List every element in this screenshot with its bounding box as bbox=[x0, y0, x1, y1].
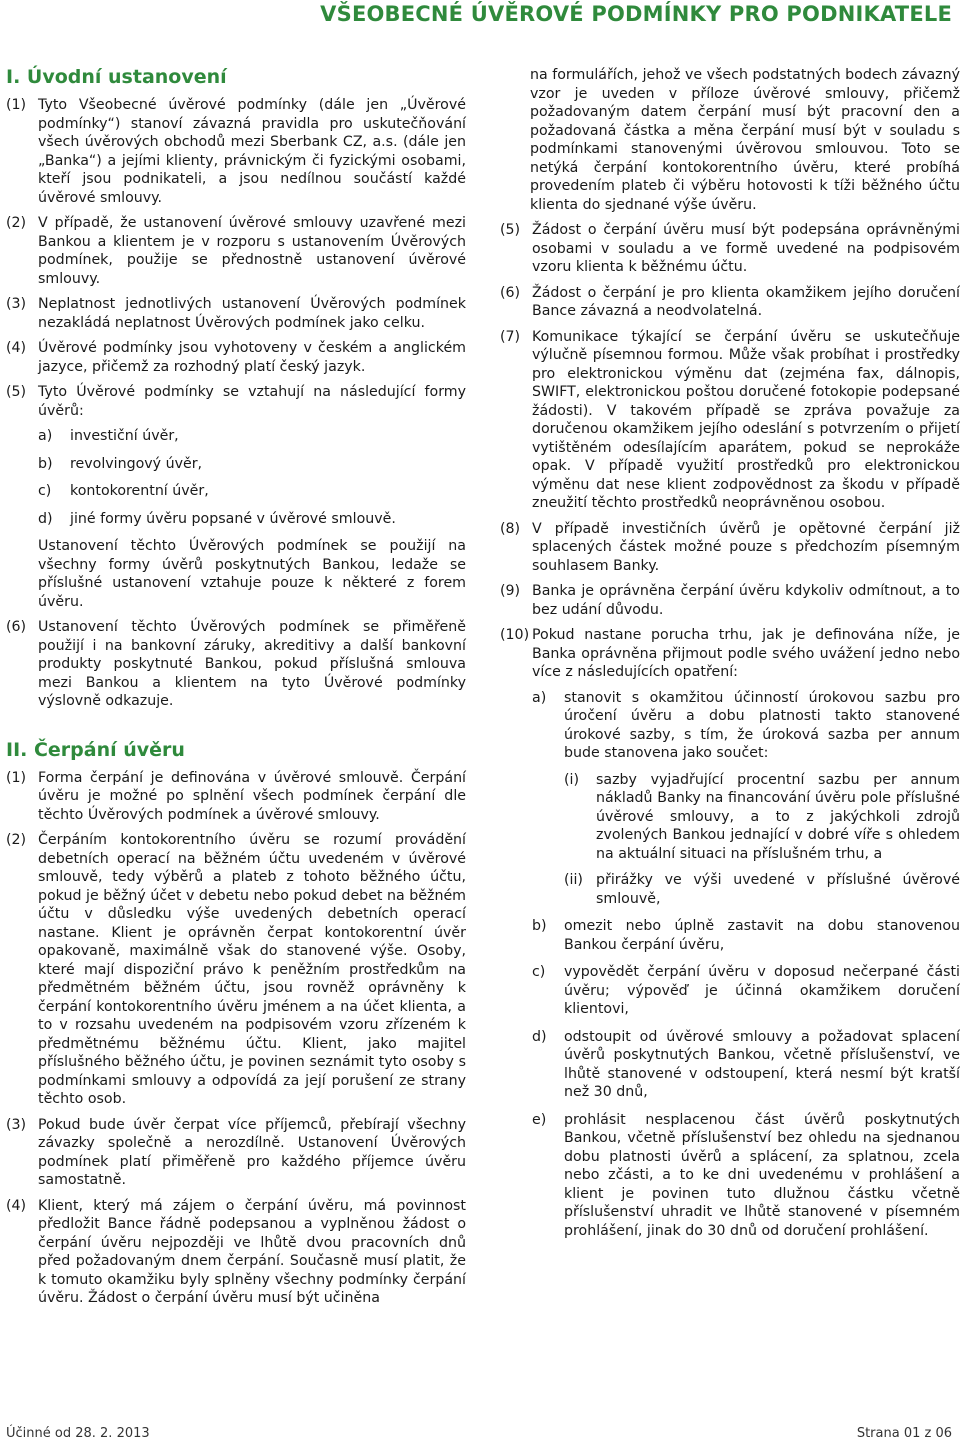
paragraph-2-5 bbox=[500, 221, 960, 277]
paragraph-number: (7) bbox=[500, 328, 521, 345]
paragraph-number: (4) bbox=[6, 340, 27, 356]
paragraph-text: Úvěrové podmínky jsou vyhotoveny v českém a anglickém jazyce, přičemž za rozhodný platí český jazyk. bbox=[38, 340, 466, 375]
left-column bbox=[6, 66, 466, 1315]
list-item-label: d) bbox=[38, 510, 53, 527]
sublist-item-text: přirážky ve výši uvedené v příslušné úvěrové smlouvě, bbox=[596, 872, 960, 907]
paragraph-text: Čerpáním kontokorentního úvěru se rozumí provádění debetních operací na běžném účtu uvedeném v úvěrové smlouvě, tedy výběrů a plateb z tohoto běžného účtu, pokud je běžný účet v debetu nebo pokud debet na běžném účtu v důsledku výše uvedených debetních operací nastane. Klient je oprávněn čerpat kontokorentní úvěr opakovaně, maximálně však do stanovené výše. Osoby, které mají dispoziční právo k peněžním prostředkům na předmětném běžném účtu, jsou rovněž oprávněny k čerpání kontokorentního úvěru jménem a na účet klienta, a to v rozsahu uvedeném na podpisovém vzoru zřízeném k předmětnému běžnému účtu. Klient, jako majitel příslušného běžného účtu, je povinen seznámit tyto osoby s podmínkami smlouvy a odpovídá za její porušení ze strany těchto osob. bbox=[38, 832, 466, 1107]
paragraph-number: (2) bbox=[6, 832, 27, 848]
paragraph-number: (3) bbox=[6, 296, 27, 312]
paragraph-text: Ustanovení těchto Úvěrových podmínek se přiměřeně použijí i na bankovní záruky, akreditivy a další bankovní produkty poskytnuté Bankou, pokud příslušná smlouva mezi Bankou a klientem na tyto Úvěrové podmínky výslovně odkazuje. bbox=[38, 619, 466, 709]
sublist-item-text: sazby vyjadřující procentní sazbu per annum nákladů Banky na financování úvěru pole příslušné úvěrové smlouvy, a to z jakýchkoli zdrojů zvolených Bankou jednající v dobré víře s ohledem na aktuální situaci na příslušném trhu, a bbox=[596, 771, 960, 862]
paragraph-2-2 bbox=[6, 831, 466, 1109]
paragraph-text: V případě investičních úvěrů je opětovné čerpání již splacených částek možné pouze s předchozím písemným souhlasem Banky. bbox=[532, 520, 960, 574]
list-item-text: jiné formy úvěru popsané v úvěrové smlouvě. bbox=[70, 510, 396, 527]
list-item-label: b) bbox=[38, 455, 53, 472]
paragraph-text: Pokud nastane porucha trhu, jak je definována níže, je Banka oprávněna přijmout podle svého uvážení jedno nebo více z následujících opatření: bbox=[532, 627, 960, 680]
paragraph-2-1 bbox=[6, 769, 466, 825]
right-column bbox=[500, 66, 960, 1249]
paragraph-text: Tyto Všeobecné úvěrové podmínky (dále jen „Úvěrové podmínky“) stanoví závazná pravidla pro uskutečňování všech úvěrových obchodů mezi Sberbank CZ, a.s. (dále jen „Banka“) a jejími klienty, právnickým či fyzickými osobami, kteří jsou podnikateli, a jsou nedílnou součástí každé úvěrové smlouvy. bbox=[38, 97, 466, 206]
paragraph-2-8 bbox=[500, 520, 960, 576]
sublist-item bbox=[564, 871, 960, 908]
list-item-label: e) bbox=[532, 1111, 547, 1128]
list-market-measures bbox=[500, 689, 960, 1241]
list-item bbox=[532, 917, 960, 954]
list-item-label: b) bbox=[532, 918, 547, 934]
list-credit-forms bbox=[6, 427, 466, 528]
list-item-text: revolvingový úvěr, bbox=[70, 455, 203, 472]
paragraph-text: Komunikace týkající se čerpání úvěru se uskutečňuje výlučně písemnou formou. Může však probíhat i prostředky pro elektronickou výměnu dat (zejména fax, dálnopis, SWIFT, elektronickou poštou doručené fotokopie podepsané žádosti). V takovém případě se zpráva považuje za doručenou okamžikem jejího odeslání s potvrzením o přijetí vytištěném odesílajícím aparátem, pokud se neprokáže opak. V případě využití prostředků pro elektronickou výměnu dat nese klient zodpovědnost za škodu v případě zneužití těchto prostředků neoprávněnou osobou. bbox=[532, 328, 960, 511]
paragraph-number: (10) bbox=[500, 627, 530, 643]
footer-page-number: Strana 01 z 06 bbox=[856, 1426, 952, 1441]
footer-effective-date: Účinné od 28. 2. 2013 bbox=[6, 1426, 150, 1441]
paragraph-number: (4) bbox=[6, 1197, 27, 1214]
paragraph-text: V případě, že ustanovení úvěrové smlouvy uzavřené mezi Bankou a klientem je v rozporu s ustanovením Úvěrových podmínek, použije se přednostně ustanovení úvěrové smlouvy. bbox=[38, 215, 466, 287]
paragraph-1-6 bbox=[6, 618, 466, 711]
list-item-text: investiční úvěr, bbox=[70, 428, 179, 444]
list-item bbox=[532, 963, 960, 1019]
paragraph-number: (3) bbox=[6, 1116, 27, 1133]
list-item bbox=[38, 510, 466, 529]
page-title: VŠEOBECNÉ ÚVĚROVÉ PODMÍNKY PRO PODNIKATELE bbox=[320, 2, 952, 26]
paragraph-2-10 bbox=[500, 626, 960, 682]
list-item-label: d) bbox=[532, 1028, 547, 1045]
paragraph-2-3 bbox=[6, 1116, 466, 1190]
paragraph-number: (6) bbox=[500, 284, 521, 301]
paragraph-2-9 bbox=[500, 582, 960, 619]
sublist-item bbox=[564, 771, 960, 864]
paragraph-text: Žádost o čerpání úvěru musí být podepsána oprávněnými osobami v souladu a ve formě uvedené na podpisovém vzoru klienta k běžnému účtu. bbox=[532, 222, 960, 275]
paragraph-1-4 bbox=[6, 339, 466, 376]
sublist-item-label: (i) bbox=[564, 771, 580, 788]
paragraph-number: (8) bbox=[500, 520, 521, 537]
list-item-label: c) bbox=[38, 483, 52, 499]
sublist-item-label: (ii) bbox=[564, 872, 583, 888]
paragraph-number: (9) bbox=[500, 583, 521, 599]
list-item-label: a) bbox=[532, 689, 547, 706]
paragraph-text: Neplatnost jednotlivých ustanovení Úvěrových podmínek nezakládá neplatnost Úvěrových podmínek jako celku. bbox=[38, 296, 466, 331]
list-item-text: prohlásit nesplacenou část úvěrů poskytnutých Bankou, včetně příslušenství bez ohledu na sjednanou dobu platnosti úvěrů a splácení, za splatnou, zcela nebo zčásti, a to ke dni uvedenému v prohlášení a klient je povinen tuto dlužnou částku včetně příslušenství uhradit ve lhůtě stanovené v písemném prohlášení, jinak do 30 dnů od doručení prohlášení. bbox=[564, 1111, 960, 1239]
paragraph-2-4-continuation: na formulářích, jehož ve všech podstatných bodech závazný vzor je uveden v příloze úvěrové smlouvy, přičemž požadovaným datem čerpání musí být pracovní den a požadovaná částka a měna čerpání musí být v souladu s podmínkami stanovenými úvěrovou smlouvou. Toto se netýká čerpání kontokorentního úvěru, které probíhá provedením plateb či výběru hotovosti k tíži běžného účtu klienta do sjednané výše úvěru. bbox=[530, 67, 960, 213]
paragraph-1-5 bbox=[6, 383, 466, 420]
paragraph-text: Tyto Úvěrové podmínky se vztahují na následující formy úvěrů: bbox=[38, 384, 466, 419]
list-item-label: a) bbox=[38, 428, 53, 444]
section-heading-2: II. Čerpání úvěru bbox=[6, 738, 185, 761]
list-item bbox=[38, 427, 466, 446]
list-item bbox=[38, 482, 466, 501]
paragraph-1-5-continuation: Ustanovení těchto Úvěrových podmínek se použijí na všechny formy úvěrů poskytnutých Bankou, ledaže se příslušné ustanovení vztahuje pouze k některé z forem úvěru. bbox=[38, 538, 466, 610]
list-item-label: c) bbox=[532, 964, 546, 980]
paragraph-1-1 bbox=[6, 96, 466, 207]
list-item-text: odstoupit od úvěrové smlouvy a požadovat splacení úvěrů poskytnutých Bankou, včetně příslušenství, ve lhůtě stanovené v odstoupení, která nesmí být kratší než 30 dnů, bbox=[564, 1028, 960, 1100]
paragraph-number: (1) bbox=[6, 97, 27, 113]
list-item bbox=[532, 689, 960, 909]
section-heading-1: I. Úvodní ustanovení bbox=[6, 66, 227, 88]
paragraph-text: Forma čerpání je definována v úvěrové smlouvě. Čerpání úvěru je možné po splnění všech podmínek čerpání dle těchto Úvěrových podmínek a úvěrové smlouvy. bbox=[38, 769, 466, 823]
list-item-text: omezit nebo úplně zastavit na dobu stanovenou Bankou čerpání úvěru, bbox=[564, 918, 960, 953]
paragraph-2-7 bbox=[500, 328, 960, 513]
paragraph-1-3 bbox=[6, 295, 466, 332]
sublist bbox=[564, 771, 960, 909]
list-item bbox=[532, 1111, 960, 1241]
list-item-text: stanovit s okamžitou účinností úrokovou sazbu pro úročení úvěru a dobu platnosti takto stanovené úrokové sazby, s tím, že úroková sazba per annum bude stanovena jako součet: bbox=[564, 689, 960, 761]
paragraph-number: (1) bbox=[6, 769, 27, 786]
paragraph-text: Banka je oprávněna čerpání úvěru kdykoliv odmítnout, a to bez udání důvodu. bbox=[532, 583, 960, 618]
paragraph-text: Pokud bude úvěr čerpat více příjemců, přebírají všechny závazky společně a nerozdílně. Ustanovení Úvěrových podmínek platí přiměřeně pro každého příjemce úvěru samostatně. bbox=[38, 1116, 466, 1188]
paragraph-text: Žádost o čerpání je pro klienta okamžikem jejího doručení Bance závazná a neodvolatelná. bbox=[532, 284, 960, 319]
paragraph-1-2 bbox=[6, 214, 466, 288]
paragraph-number: (6) bbox=[6, 619, 27, 635]
list-item-text: vypovědět čerpání úvěru v doposud nečerpané části úvěru; výpověď je účinná okamžikem doručení klientovi, bbox=[564, 964, 960, 1017]
paragraph-2-6 bbox=[500, 284, 960, 321]
list-item-text: kontokorentní úvěr, bbox=[70, 483, 209, 499]
paragraph-text: Klient, který má zájem o čerpání úvěru, má povinnost předložit Bance řádně podepsanou a vyplněnou žádost o čerpání úvěru nejpozději ve lhůtě dvou pracovních dnů před požadovaným dnem čerpání. Současně musí platit, že k tomuto okamžiku byly splněny všechny podmínky čerpání úvěru. Žádost o čerpání úvěru musí být učiněna bbox=[38, 1197, 466, 1306]
list-item bbox=[532, 1028, 960, 1102]
list-item bbox=[38, 455, 466, 474]
paragraph-number: (5) bbox=[500, 222, 521, 238]
paragraph-number: (5) bbox=[6, 384, 27, 400]
paragraph-number: (2) bbox=[6, 215, 27, 231]
paragraph-2-4 bbox=[6, 1197, 466, 1308]
